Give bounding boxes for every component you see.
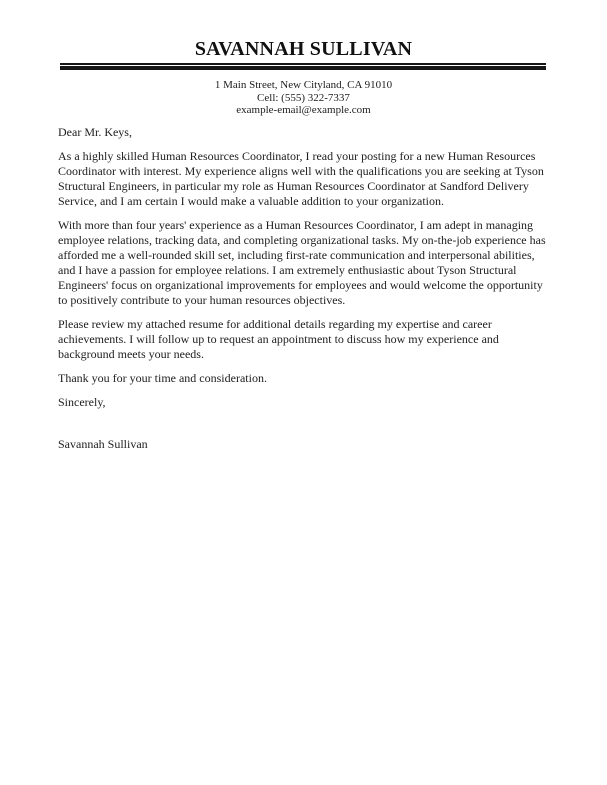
- letter-salutation: Dear Mr. Keys,: [58, 124, 132, 139]
- contact-phone: Cell: (555) 322-7337: [257, 91, 350, 104]
- letter-signature-name: Savannah Sullivan: [58, 436, 148, 451]
- letter-author-name: SAVANNAH SULLIVAN: [194, 38, 413, 60]
- letter-paragraph-intro: As a highly skilled Human Resources Coordinator, I read your posting for a new Human Resources Coordinator with interest. My experience aligns well with the qualifications you are seeking at Tyson Structural Engineers, in particular my role as Human Resources Coordinator at Sandford Delivery Service, and I am certain I would make a valuable addition to your organization.: [58, 148, 544, 208]
- letter-paragraph-thanks: Thank you for your time and consideration.: [58, 370, 267, 385]
- letter-paragraph-resume: Please review my attached resume for additional details regarding my expertise and career achievements. I will follow up to request an appointment to discuss how my experience and background meets your needs.: [58, 316, 499, 361]
- contact-address: 1 Main Street, New Cityland, CA 91010: [214, 79, 393, 91]
- contact-block: [0, 79, 607, 117]
- letter-paragraph-experience: With more than four years' experience as a Human Resources Coordinator, I am adept in managing employee relations, tracking data, and completing organizational tasks. My on-the-job experience has afforded me a well-rounded skill set, including first-rate communication and interpersonal abilities, and I have a passion for employee relations. I am extremely enthusiastic about Tyson Structural Engineers' focus on organizational improvements for employees and would welcome the opportunity to positively contribute to your human resources objectives.: [58, 217, 546, 307]
- letter-body: [58, 125, 548, 452]
- letter-closing: Sincerely,: [58, 394, 106, 409]
- header-divider-rule: [60, 63, 546, 70]
- contact-email: example-email@example.com: [236, 104, 371, 116]
